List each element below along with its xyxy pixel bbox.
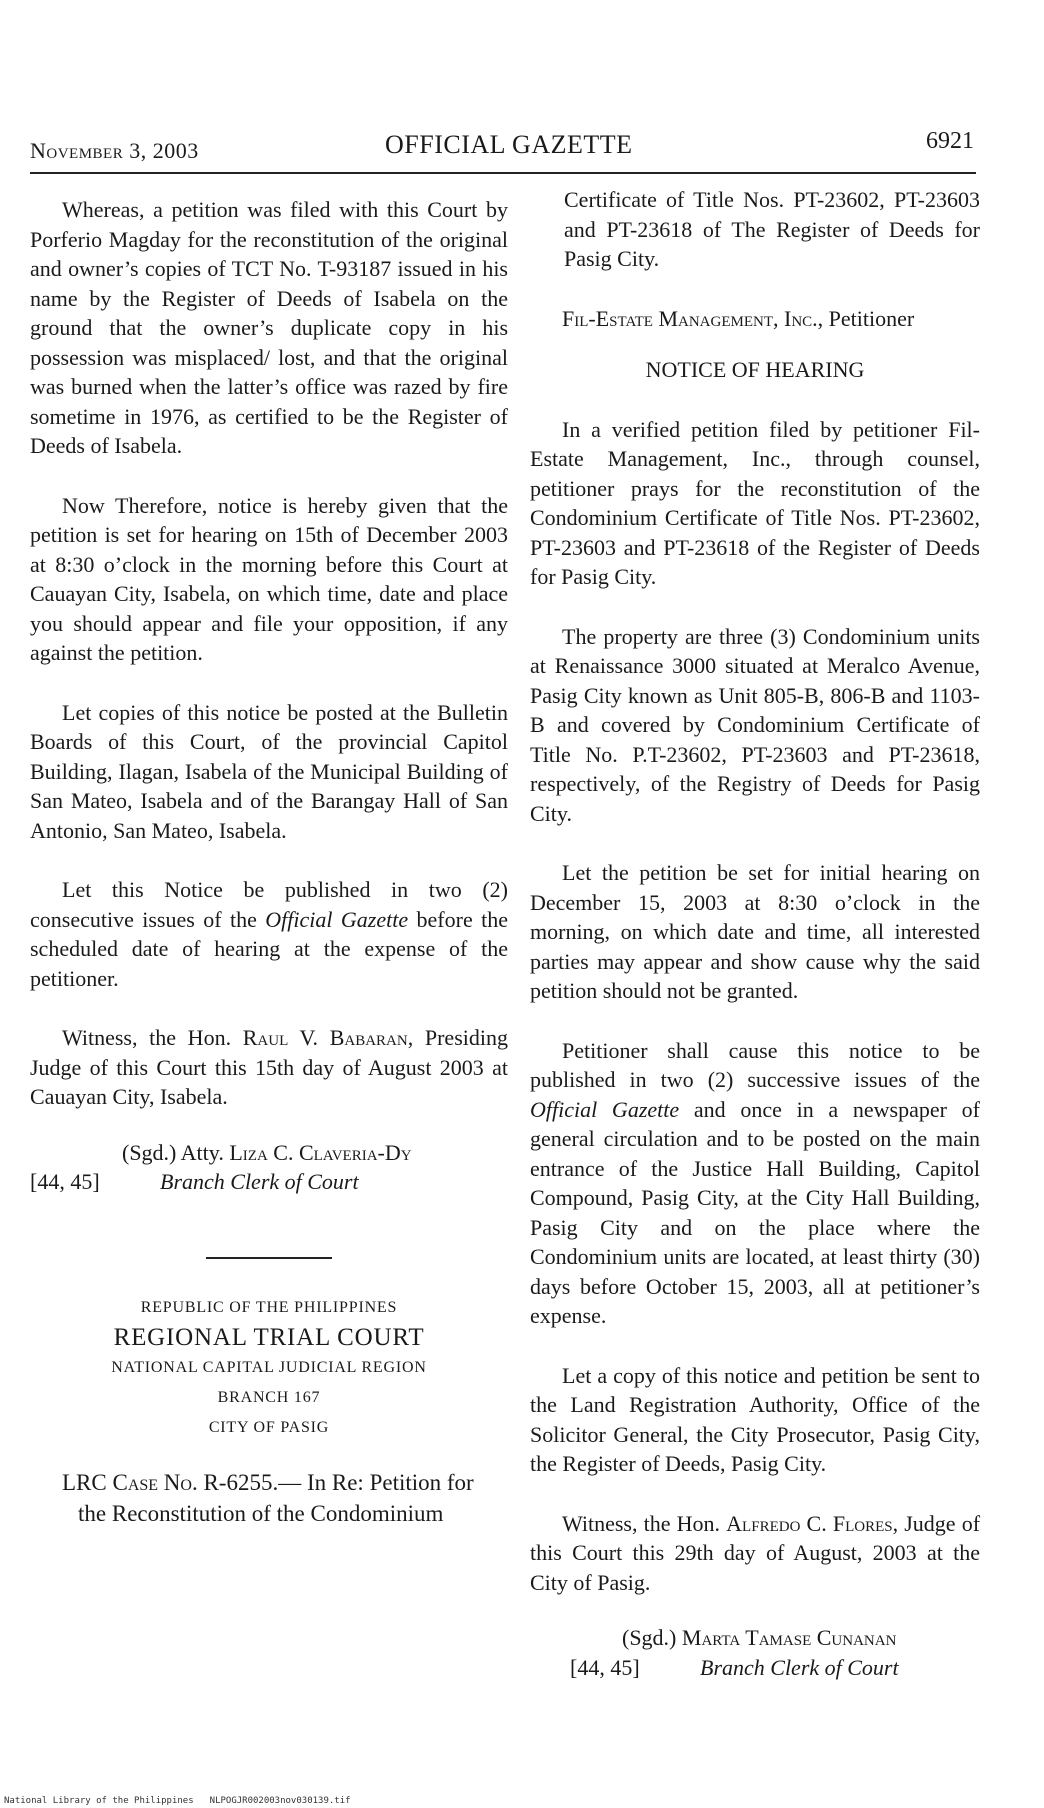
- court-republic: REPUBLIC OF THE PHILIPPINES: [140, 1298, 398, 1316]
- petitioner-role: Petitioner: [823, 305, 915, 331]
- paragraph: Let copies of this notice be posted at the Bulletin Boards of this Court, of the provincial Capitol Building, Ilagan, Isabela of the Municipal Building of San Mateo, Isabela and of the Barangay Hall of San Antonio, San Mateo, Isabela.: [30, 699, 508, 843]
- signatory-prefix: (Sgd.): [622, 1625, 682, 1650]
- section-divider: [206, 1257, 332, 1259]
- signature-block: [530, 1623, 980, 1682]
- case-heading: [30, 1467, 508, 1529]
- case-title-continued: the Reconstitution of the Condominium: [78, 1500, 444, 1526]
- paragraph: Let a copy of this notice and petition be sent to the Land Registration Authority, Office of the Solicitor General, the City Prosecutor, Pasig City, the Register of Deeds, Pasig City.: [530, 1362, 980, 1476]
- paragraph-text: and once in a newspaper of general circulation and to be posted on the main entrance of the Justice Hall Building, Capitol Compound, Pasig City, at the City Hall Building, Pasig City and on the place where the Condominium units are located, at least thirty (30) days before October 15, 2003, all at petitioner’s expense.: [530, 1096, 980, 1328]
- page-header: [30, 128, 976, 168]
- paragraph: Let the petition be set for initial hearing on December 15, 2003 at 8:30 o’clock in the morning, on which date and time, all interested parties may appear and show cause why the said petition should not be granted.: [530, 860, 980, 1003]
- issue-reference: [44, 45]: [30, 1169, 100, 1194]
- publication-title: OFFICIAL GAZETTE: [385, 130, 633, 159]
- paragraph: [30, 1023, 508, 1112]
- paragraph-text: Witness, the Hon.: [62, 1025, 243, 1050]
- case-line: [30, 1467, 508, 1498]
- signatory-role: [30, 1167, 508, 1197]
- paragraph-text: Judge of this Court this 29th day of August, 2003 at the City of Pasig.: [530, 1510, 981, 1595]
- petitioner-name: Fil-Estate Management, Inc.,: [562, 305, 824, 331]
- case-title: — In Re: Petition for: [278, 1469, 474, 1495]
- court-branch: BRANCH 167: [217, 1388, 321, 1406]
- paragraph-text: Witness, the Hon.: [562, 1510, 727, 1536]
- signatory-title: Branch Clerk of Court: [700, 1654, 899, 1680]
- paragraph: [530, 1036, 980, 1331]
- court-city: CITY OF PASIG: [208, 1418, 330, 1436]
- gazette-name: Official Gazette: [530, 1096, 680, 1122]
- judge-name: Alfredo C. Flores,: [726, 1510, 899, 1536]
- paragraph-text: Presiding Judge of this Court this 15th day of August 2003 at Cauayan City, Isabela.: [30, 1025, 508, 1109]
- scan-footer: [4, 1796, 351, 1806]
- library-credit: National Library of the Philippines: [4, 1796, 194, 1806]
- gazette-name: Official Gazette: [265, 906, 409, 932]
- signatory-prefix: (Sgd.) Atty.: [122, 1139, 230, 1165]
- court-heading: [30, 1293, 508, 1443]
- paragraph: Certificate of Title Nos. PT-23602, PT-23603 and PT-23618 of The Register of Deeds for Pasig City.: [564, 187, 980, 271]
- court-region: NATIONAL CAPITAL JUDICIAL REGION: [111, 1358, 427, 1376]
- signatory-title: Branch Clerk of Court: [160, 1169, 359, 1194]
- paragraph: In a verified petition filed by petitioner Fil-Estate Management, Inc., through counsel, petitioner prays for the reconstitution of the Condominium Certificate of Title Nos. PT-23602, PT-23603 and PT-23618 of the Register of Deeds for Pasig City.: [530, 416, 980, 589]
- signatory-role: [530, 1653, 980, 1683]
- signatory: [530, 1623, 980, 1653]
- paragraph: [30, 875, 508, 993]
- paragraph-text: before the scheduled date of hearing at the expense of the petitioner.: [30, 906, 509, 991]
- paragraph-text: Let this Notice be published in two (2) consecutive issues of the: [30, 877, 508, 932]
- signatory: [30, 1138, 508, 1168]
- page-number: 6921: [926, 128, 974, 154]
- header-rule: [30, 172, 976, 174]
- petitioner-line: [530, 304, 980, 334]
- paragraph: Whereas, a petition was filed with this Court by Porferio Magday for the reconstitution of the original and owner’s copies of TCT No. T-93187 issued in his name by the Register of Deeds of Isabela on the ground that the owner’s duplicate copy in his possession was misplaced/ lost, and that the original was burned when the latter’s office was razed by fire sometime in 1976, as certified to be the Register of Deeds of Isabela.: [30, 197, 508, 458]
- notice-heading: NOTICE OF HEARING: [645, 357, 865, 382]
- scan-filename: NLPOGJR002003nov030139.tif: [209, 1796, 351, 1806]
- left-column: [30, 195, 508, 1529]
- paragraph-text: Petitioner shall cause this notice to be published in two (2) successive issues of the: [530, 1037, 980, 1092]
- signature-block: [30, 1138, 508, 1197]
- judge-name: Raul V. Babaran,: [242, 1025, 414, 1050]
- issue-date: November 3, 2003: [30, 138, 199, 163]
- signatory-name: Liza C. Claveria-Dy: [229, 1139, 412, 1165]
- issue-reference: [44, 45]: [570, 1654, 640, 1680]
- court-name: REGIONAL TRIAL COURT: [113, 1323, 425, 1351]
- paragraph: [530, 1509, 980, 1598]
- paragraph: The property are three (3) Condominium units at Renaissance 3000 situated at Meralco Avenue, Pasig City known as Unit 805-B, 806-B and 1103-B and covered by Condominium Certificate of Title No. P.T-23602, PT-23603 and PT-23618, respectively, of the Registry of Deeds for Pasig City.: [530, 623, 980, 826]
- case-number: LRC Case No. R-6255.: [62, 1469, 279, 1495]
- paragraph: Now Therefore, notice is hereby given that the petition is set for hearing on 15th of December 2003 at 8:30 o’clock in the morning before this Court at Cauayan City, Isabela, on which time, date and place you should appear and file your opposition, if any against the petition.: [30, 492, 508, 665]
- signatory-name: Marta Tamase Cunanan: [681, 1625, 897, 1650]
- right-column: [530, 185, 980, 1682]
